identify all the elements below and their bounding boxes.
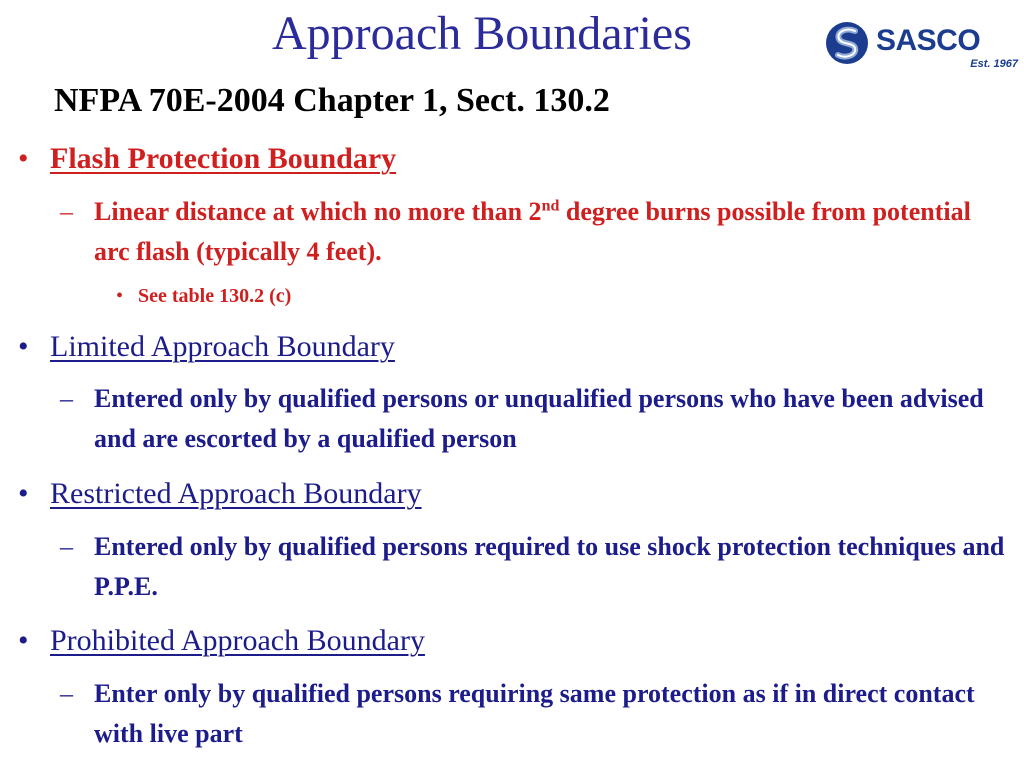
bullet-marker: • bbox=[18, 624, 29, 657]
dash-marker: – bbox=[60, 679, 73, 708]
sasco-logo-icon bbox=[824, 20, 870, 66]
dash-marker: – bbox=[60, 532, 73, 561]
logo-established: Est. 1967 bbox=[970, 58, 1018, 70]
bullet-heading: Prohibited Approach Boundary bbox=[50, 624, 425, 657]
bullet-heading: Limited Approach Boundary bbox=[50, 330, 395, 363]
sub-item-text: Linear distance at which no more than 2nd degree burns possible from potential arc flash (typically 4 feet). bbox=[94, 197, 971, 266]
dash-marker: – bbox=[60, 197, 73, 226]
sub-sub-item-text: See table 130.2 (c) bbox=[138, 285, 292, 307]
bullet-marker: • bbox=[18, 142, 29, 175]
slide-subtitle: NFPA 70E-2004 Chapter 1, Sect. 130.2 bbox=[54, 82, 610, 119]
bullet-marker: • bbox=[116, 285, 124, 307]
superscript: nd bbox=[541, 197, 560, 215]
logo-wordmark: SASCO bbox=[876, 24, 981, 57]
bullet-marker: • bbox=[18, 330, 29, 363]
sub-item-text: Entered only by qualified persons required to use shock protection techniques and P.P.E. bbox=[94, 532, 1005, 601]
sub-item-text: Entered only by qualified persons or unqualified persons who have been advised and are escorted by a qualified person bbox=[94, 384, 984, 453]
dash-marker: – bbox=[60, 384, 73, 413]
sub-item-text: Enter only by qualified persons requiring same protection as if in direct contact with live part bbox=[94, 679, 975, 748]
bullet-marker: • bbox=[18, 477, 29, 510]
sasco-logo bbox=[824, 18, 1020, 74]
bullet-heading: Flash Protection Boundary bbox=[50, 142, 397, 175]
slide-title: Approach Boundaries bbox=[272, 7, 692, 60]
bullet-heading: Restricted Approach Boundary bbox=[50, 477, 422, 510]
